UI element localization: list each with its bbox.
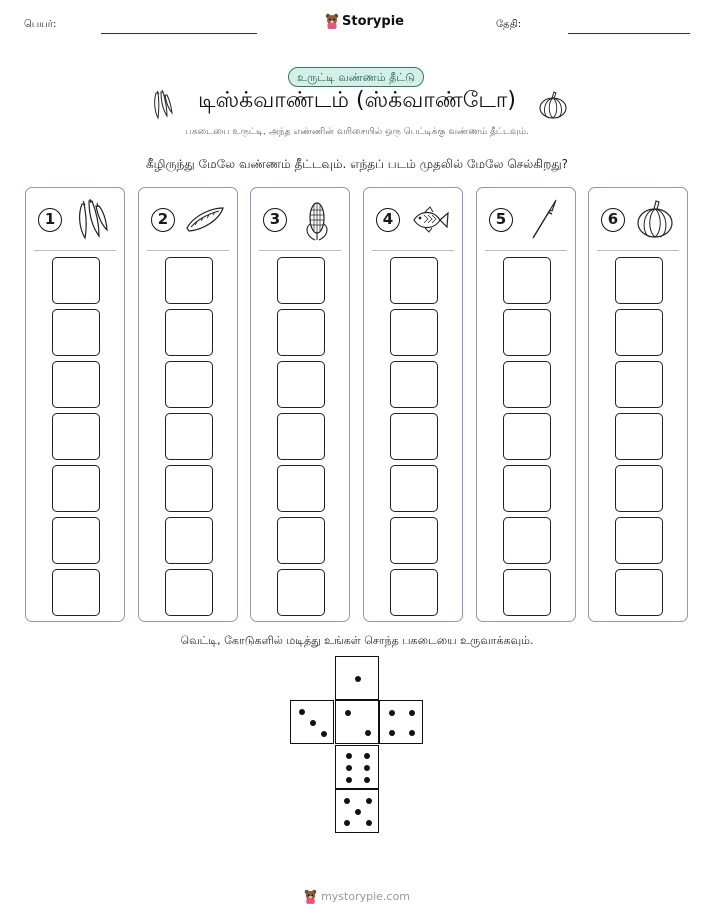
column-2: [138, 187, 238, 622]
color-box[interactable]: [615, 517, 663, 564]
color-box[interactable]: [52, 517, 100, 564]
color-box[interactable]: [390, 413, 438, 460]
die-net: [290, 656, 424, 834]
bean-pods-icon: [72, 198, 112, 242]
color-box[interactable]: [277, 309, 325, 356]
color-box[interactable]: [615, 569, 663, 616]
die-pip: [409, 730, 415, 736]
color-box[interactable]: [52, 569, 100, 616]
die-pip: [299, 709, 305, 715]
column-3: [250, 187, 350, 622]
column-1: [25, 187, 125, 622]
color-box[interactable]: [165, 517, 213, 564]
divider: [485, 250, 567, 251]
color-box[interactable]: [277, 413, 325, 460]
divider: [34, 250, 116, 251]
color-box[interactable]: [503, 569, 551, 616]
color-box[interactable]: [277, 257, 325, 304]
fish-icon: [410, 198, 450, 242]
column-number: 5: [489, 208, 513, 232]
pumpkin-icon: [538, 90, 568, 120]
die-pip: [345, 710, 351, 716]
divider: [259, 250, 341, 251]
color-box[interactable]: [390, 361, 438, 408]
column-number: 3: [263, 208, 287, 232]
activity-badge: உருட்டி வண்ணம் தீட்டு: [288, 67, 424, 87]
color-box[interactable]: [390, 465, 438, 512]
color-box[interactable]: [165, 465, 213, 512]
footer-url[interactable]: mystorypie.com: [321, 890, 410, 903]
color-box[interactable]: [503, 413, 551, 460]
color-box[interactable]: [277, 465, 325, 512]
question-text: கீழிருந்து மேலே வண்ணம் தீட்டவும். எந்தப் படம் முதலில் மேலே செல்கிறது?: [145, 157, 569, 171]
die-instruction: வெட்டி, கோடுகளில் மடித்து உங்கள் சொந்த பகடையை உருவாக்கவும்.: [180, 634, 534, 647]
column-5: [476, 187, 576, 622]
die-face-4: [379, 700, 423, 744]
column-number: 2: [151, 208, 175, 232]
die-pip: [389, 730, 395, 736]
die-pip: [364, 753, 370, 759]
color-box[interactable]: [52, 361, 100, 408]
color-box[interactable]: [52, 309, 100, 356]
canoe-icon: [185, 198, 225, 242]
die-face-3: [290, 700, 334, 744]
spear-icon: [523, 198, 563, 242]
bear-icon: [304, 889, 317, 904]
column-4: [363, 187, 463, 622]
color-box[interactable]: [503, 465, 551, 512]
die-face-1: [335, 656, 379, 700]
color-box[interactable]: [615, 257, 663, 304]
color-box[interactable]: [277, 569, 325, 616]
column-number: 6: [601, 208, 625, 232]
color-box[interactable]: [390, 517, 438, 564]
color-box[interactable]: [390, 257, 438, 304]
color-box[interactable]: [503, 257, 551, 304]
color-box[interactable]: [165, 361, 213, 408]
die-pip: [355, 809, 361, 815]
divider: [372, 250, 454, 251]
color-box[interactable]: [165, 309, 213, 356]
color-box[interactable]: [165, 569, 213, 616]
date-label: தேதி:: [496, 19, 522, 30]
die-pip: [366, 820, 372, 826]
color-box[interactable]: [165, 257, 213, 304]
color-box[interactable]: [165, 413, 213, 460]
color-box[interactable]: [390, 309, 438, 356]
color-box[interactable]: [52, 413, 100, 460]
die-face-2: [335, 700, 379, 744]
die-pip: [321, 731, 327, 737]
die-pip: [364, 765, 370, 771]
die-face-6: [335, 745, 379, 789]
color-box[interactable]: [615, 309, 663, 356]
color-box[interactable]: [615, 465, 663, 512]
color-box[interactable]: [52, 257, 100, 304]
color-box[interactable]: [277, 517, 325, 564]
color-box[interactable]: [503, 309, 551, 356]
color-box[interactable]: [503, 517, 551, 564]
footer: [0, 889, 714, 904]
color-box[interactable]: [390, 569, 438, 616]
die-pip: [346, 777, 352, 783]
logo-text: Storypie: [342, 13, 404, 29]
die-pip: [344, 798, 350, 804]
die-pip: [346, 765, 352, 771]
die-pip: [310, 720, 316, 726]
page-title: டிஸ்க்வாண்டம் (ஸ்க்வாண்டோ): [197, 88, 516, 113]
die-pip: [409, 710, 415, 716]
color-box[interactable]: [615, 413, 663, 460]
divider: [597, 250, 679, 251]
instructions-subtitle: பகடையை உருட்டி, அந்த எண்ணின் வரிசையில் ஒரு பெட்டிக்கு வண்ணம் தீட்டவும்.: [185, 127, 529, 137]
name-label: பெயர்:: [24, 19, 57, 30]
name-line[interactable]: [101, 33, 257, 34]
column-number: 4: [376, 208, 400, 232]
column-number: 1: [38, 208, 62, 232]
color-box[interactable]: [52, 465, 100, 512]
pumpkin-icon: [635, 198, 675, 242]
die-pip: [346, 753, 352, 759]
divider: [147, 250, 229, 251]
bear-icon: [325, 13, 339, 29]
column-6: [588, 187, 688, 622]
color-box[interactable]: [615, 361, 663, 408]
color-box[interactable]: [277, 361, 325, 408]
die-pip: [355, 676, 361, 682]
die-pip: [344, 820, 350, 826]
color-box[interactable]: [503, 361, 551, 408]
die-pip: [366, 798, 372, 804]
die-pip: [365, 730, 371, 736]
logo: [325, 13, 404, 29]
die-pip: [389, 710, 395, 716]
die-face-5: [335, 789, 379, 833]
die-pip: [364, 777, 370, 783]
corn-icon: [297, 198, 337, 242]
date-line[interactable]: [568, 33, 690, 34]
